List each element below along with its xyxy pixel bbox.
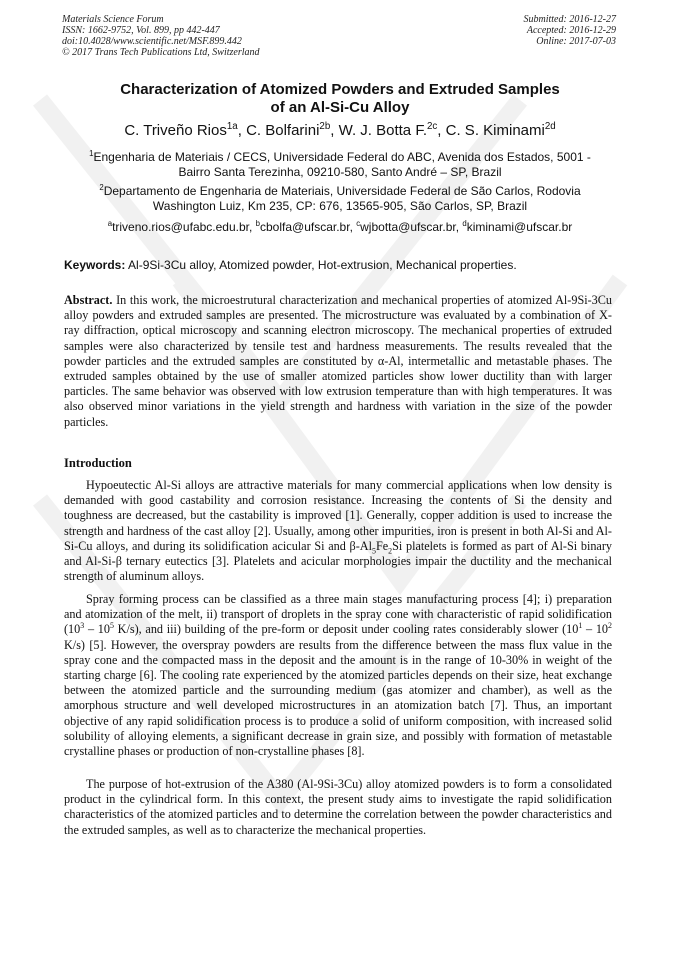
journal-info	[62, 14, 362, 58]
author: C. S. Kiminami$^{2d}$	[445, 121, 556, 139]
keywords-label: Keywords:	[64, 258, 126, 272]
email-link[interactable]: $^b$cbolfa@ufscar.br	[255, 219, 350, 234]
title-line-1: Characterization of Atomized Powders and Extruded Samples	[120, 81, 560, 98]
journal-copyright: © 2017 Trans Tech Publications Ltd, Switzerland	[62, 47, 260, 58]
online-date: Online: 2017-07-03	[536, 36, 616, 47]
email-link[interactable]: $^c$wjbotta@ufscar.br	[356, 219, 456, 234]
keywords-text: Al-9Si-3Cu alloy, Atomized powder, Hot-extrusion, Mechanical properties.	[128, 258, 517, 272]
affiliation-2: $^2$Departamento de Engenharia de Materiais, Universidade Federal de São Carlos, Rodovia Washington Luiz, Km 235, CP: 676, 13565-905, São Carlos, SP, Brazil	[99, 183, 581, 213]
accepted-date: Accepted: 2016-12-29	[526, 25, 616, 36]
intro-paragraph-2: Spray forming process can be classified as a three main stages manufacturing process [4]; i) preparation and atomization of the melt, ii) transport of droplets in the spray cone with characteristic of rapid solidification ($10^3 - 10^5$ K/s), and iii) building of the pre-form or deposit under cooling rates considerably slower ($10^1 - 10^2$ K/s) [5]. However, the overspray powders are results from the difference between the mass flux value in the spray cone and the compacted mass in the deposit and the amount is in the range of 10-30% in weight of the starting charge [6]. The cooling rate experienced by the atomized particles depends on their size, heat exchange between the atomized particle and the surrounding medium (gas atomizer and chamber), as well as the amorphous structure and well developed microstructures in an atomization batch [7]. Thus, an important objective of any rapid solidification process is to produce a solid of uniform composition, with increased solid solubility of alloying elements, a significant decrease in grain size, and possibly with formation of metastable crystalline phases or production of non-crystalline phases [8].	[64, 592, 612, 759]
author: C. Triveño Rios$^{1a}$,	[124, 121, 247, 139]
submission-dates	[396, 14, 616, 47]
keywords	[64, 258, 620, 272]
affiliation-1: $^1$Engenharia de Materiais / CECS, Universidade Federal do ABC, Avenida dos Estados, 5001 - Bairro Santa Terezinha, 09210-580, Santo André – SP, Brazil	[89, 149, 591, 179]
email-link[interactable]: $^d$kiminami@ufscar.br	[462, 219, 573, 234]
title-line-2: of an Al-Si-Cu Alloy	[270, 99, 410, 116]
submitted-date: Submitted: 2016-12-27	[523, 14, 616, 25]
abstract-text: In this work, the microestrutural characterization and mechanical properties of atomized Al-9Si-3Cu alloy powders and extruded samples are presented. The microstructure was evaluated by a combination of X-ray diffraction, optical microscopy and scanning electron microscopy. The mechanical properties of extruded samples were also characterized by tensile test and hardness measurements. The results revealed that the powder particles and the extruded samples are constituted by α-Al, intermetallic and metastable phases. The extruded samples obtained by the use of smaller atomized particles show lower ductility than with larger particles. The same behavior was observed with low extrusion temperature than with high temperatures. It was also observed minor variations in the yield strength and hardness with variation in the size of the powder particles.	[64, 293, 612, 429]
journal-issn: ISSN: 1662-9752, Vol. 899, pp 442-447	[62, 25, 220, 36]
journal-name: Materials Science Forum	[62, 14, 164, 25]
section-heading-introduction: Introduction	[64, 456, 132, 470]
paper-title	[60, 81, 620, 117]
email-link[interactable]: $^a$triveno.rios@ufabc.edu.br	[107, 219, 249, 234]
author: C. Bolfarini$^{2b}$,	[246, 121, 339, 139]
author: W. J. Botta F.$^{2c}$,	[338, 121, 446, 139]
journal-doi: doi:10.4028/www.scientific.net/MSF.899.442	[62, 36, 242, 47]
author-list	[40, 122, 640, 140]
author-emails: $^a$triveno.rios@ufabc.edu.br, $^b$cbolfa@ufscar.br, $^c$wjbotta@ufscar.br, $^d$kiminami@ufscar.br	[107, 219, 573, 234]
abstract	[64, 293, 612, 430]
abstract-label: Abstract.	[64, 293, 113, 307]
intro-paragraph-3: The purpose of hot-extrusion of the A380 (Al-9Si-3Cu) alloy atomized powders is to form a consolidated product in the cylindrical form. In this context, the present study aims to investigate the rapid solidification characteristics of the atomized particles and to determine the correlation between the powder characteristics and the extruded samples, as well as to characterize the mechanical properties.	[64, 777, 612, 837]
intro-paragraph-1: Hypoeutectic Al-Si alloys are attractive materials for many commercial applications when low density is demanded with good castability and corrosion resistance. Increasing the contents of Si the density and toughness are decreased, but the castability is improved [1]. Generally, copper addition is used to increase the strength and hardness of the cast alloy [2]. Usually, among other impurities, iron is present in both Al-Si and Al-Si-Cu alloys, and during its solidification acicular Si and $\beta-Al_5Fe_2Si$ platelets is formed as part of Al-Si binary and Al-Si-β ternary eutectics [3]. Platelets and acicular morphologies impair the ductility and the mechanical strength of aluminum alloys.	[64, 478, 612, 584]
